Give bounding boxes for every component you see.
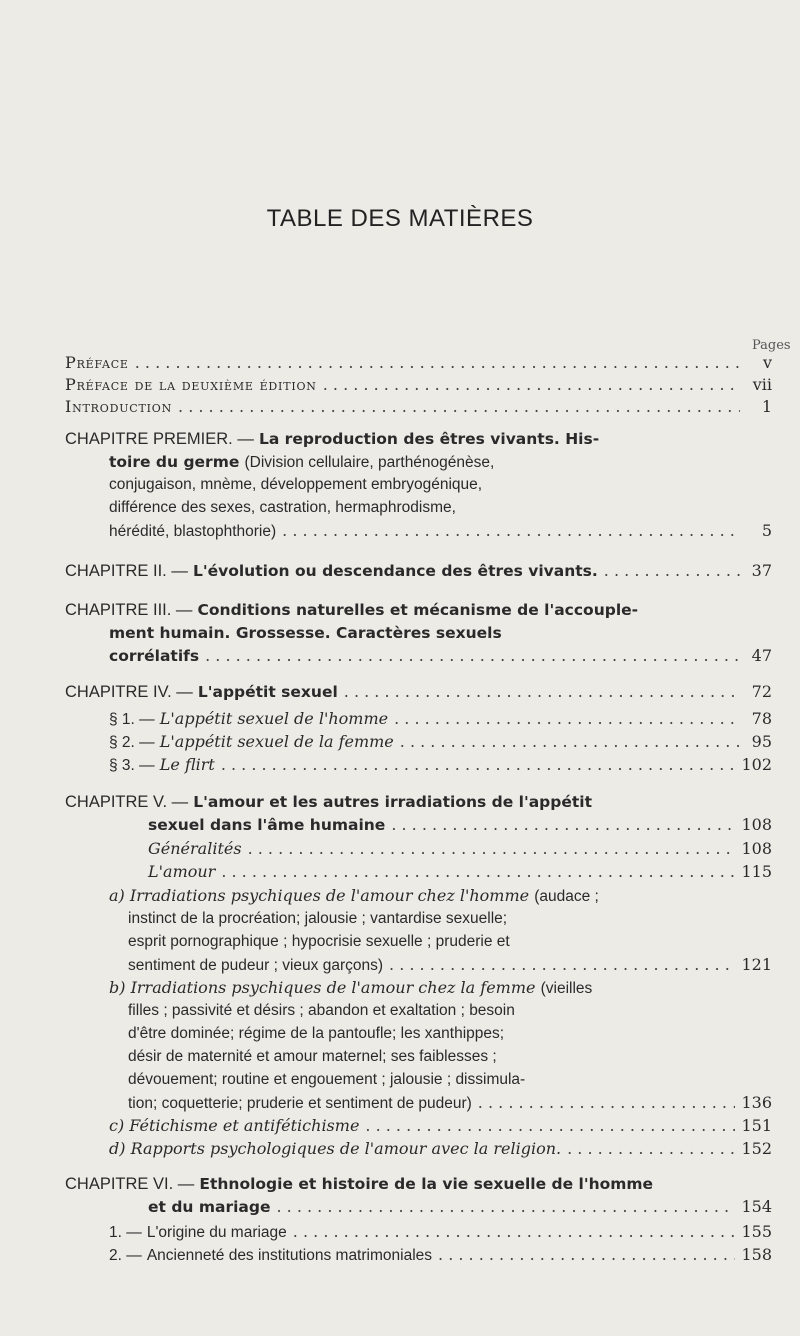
chapter-title: Conditions naturelles et mécanisme de l'accouple-	[197, 601, 639, 619]
entry-page: 151	[741, 1116, 772, 1135]
section-label: L'appétit sexuel de la femme	[159, 732, 394, 751]
entry-label: Introduction	[65, 397, 173, 416]
entry-page: 47	[751, 646, 772, 665]
leader-dots	[391, 812, 735, 838]
ch2-heading[interactable]: CHAPITRE II. — L'évolution ou descendance des êtres vivants. . . . 37	[65, 558, 772, 584]
chapter-title: L'évolution ou descendance des êtres vivants.	[192, 562, 598, 580]
entry-page: 95	[751, 732, 772, 751]
item-desc-line: filles ; passivité et désirs ; abandon et exaltation ; besoin	[128, 1002, 515, 1019]
section-label: L'origine du mariage	[146, 1224, 287, 1241]
ch3-heading[interactable]: CHAPITRE III. — Conditions naturelles et mécanisme de l'accouple-	[65, 597, 638, 623]
entry-page: 102	[741, 755, 772, 774]
ch1-last-line[interactable]: hérédité, blastophthorie) . . . 5	[109, 518, 772, 544]
entry-page: v	[762, 353, 772, 372]
item-desc-line: désir de maternité et amour maternel; ses faiblesses ;	[128, 1048, 497, 1065]
toc-entry-introduction[interactable]	[65, 394, 772, 420]
entry-page: 155	[741, 1222, 772, 1241]
toc-section[interactable]: § 1. — L'appétit sexuel de l'homme . . . 78	[109, 706, 772, 732]
chapter-title: L'amour et les autres irradiations de l'appétit	[193, 793, 592, 811]
ch1-desc-line: différence des sexes, castration, hermaphrodisme,	[109, 499, 456, 516]
entry-page: 37	[751, 561, 772, 580]
toc-item-a[interactable]: a) Irradiations psychiques de l'amour chez l'homme (audace ;	[109, 883, 599, 909]
chapter-title: L'appétit sexuel	[197, 683, 338, 701]
toc-item-c[interactable]: c) Fétichisme et antifétichisme . . . 151	[109, 1113, 772, 1139]
entry-page: 154	[741, 1197, 772, 1216]
entry-page: 108	[741, 839, 772, 858]
ch5-heading[interactable]: CHAPITRE V. — L'amour et les autres irradiations de l'appétit	[65, 789, 592, 815]
leader-dots	[567, 1136, 735, 1162]
entry-page: vii	[752, 375, 772, 394]
ch3-last-line[interactable]: corrélatifs . . . 47	[109, 643, 772, 669]
section-label: L'appétit sexuel de l'homme	[159, 709, 389, 728]
entry-label: Préface	[65, 353, 129, 372]
entry-page: 108	[741, 815, 772, 834]
ch1-title-cont: toire du germe (Division cellulaire, parthénogénèse,	[109, 449, 494, 475]
subsection-label: L'amour	[148, 862, 216, 881]
toc-subsection[interactable]	[148, 859, 772, 885]
toc-section[interactable]: § 3. — Le flirt . . . 102	[109, 752, 772, 778]
chapter-title: La reproduction des êtres vivants. His-	[258, 430, 600, 448]
leader-dots	[205, 643, 740, 669]
ch6-heading[interactable]: CHAPITRE VI. — Ethnologie et histoire de la vie sexuelle de l'homme	[65, 1171, 653, 1197]
toc-section[interactable]: § 2. — L'appétit sexuel de la femme . . . 95	[109, 729, 772, 755]
section-label: Ancienneté des institutions matrimoniales	[146, 1247, 433, 1264]
leader-dots	[282, 518, 740, 544]
leader-dots	[438, 1242, 735, 1268]
toc-item-d[interactable]: d) Rapports psychologiques de l'amour avec la religion. . . . 152	[109, 1136, 772, 1162]
item-desc-last[interactable]: sentiment de pudeur ; vieux garçons) . . . 121	[128, 952, 772, 978]
ch5-title-cont[interactable]: sexuel dans l'âme humaine . . . 108	[148, 812, 772, 838]
toc-section[interactable]: 1. — L'origine du mariage . . . 155	[109, 1219, 772, 1245]
entry-page: 121	[741, 955, 772, 974]
entry-page: 136	[741, 1093, 772, 1112]
item-desc-line: d'être dominée; régime de la pantoufle; les xanthippes;	[128, 1025, 505, 1042]
section-label: Le flirt	[159, 755, 215, 774]
leader-dots	[221, 859, 735, 885]
ch1-desc-line: conjugaison, mnème, développement embryogénique,	[109, 476, 483, 493]
entry-page: 158	[741, 1245, 772, 1264]
subsection-label: Généralités	[148, 839, 242, 858]
entry-page: 72	[751, 682, 772, 701]
pages-column-label: Pages	[752, 338, 791, 353]
item-title: Rapports psychologiques de l'amour avec la religion.	[130, 1139, 562, 1158]
entry-page: 5	[761, 521, 772, 540]
leader-dots	[604, 558, 740, 584]
chapter-number: CHAPITRE PREMIER. —	[65, 430, 254, 448]
entry-page: 152	[741, 1139, 772, 1158]
toc-item-b[interactable]: b) Irradiations psychiques de l'amour chez la femme (vieilles	[109, 975, 592, 1001]
item-title: Fétichisme et antifétichisme	[129, 1116, 360, 1135]
leader-dots	[276, 1194, 735, 1220]
page-title: TABLE DES MATIÈRES	[266, 205, 534, 232]
item-desc-line: instinct de la procréation; jalousie ; vantardise sexuelle;	[128, 910, 508, 927]
leader-dots	[178, 394, 740, 420]
item-desc-line: esprit pornographique ; hypocrisie sexuelle ; pruderie et	[128, 933, 510, 950]
entry-page: 78	[751, 709, 772, 728]
entry-label: Préface de la deuxième édition	[65, 375, 317, 394]
ch3-title-cont: ment humain. Grossesse. Caractères sexuels	[109, 624, 502, 642]
item-desc-last[interactable]: tion; coquetterie; pruderie et sentiment de pudeur) . . . 136	[128, 1090, 772, 1116]
chapter-desc: (Division cellulaire, parthénogénèse,	[244, 454, 495, 471]
leader-dots	[344, 679, 740, 705]
toc-section[interactable]: 2. — Ancienneté des institutions matrimoniales . . . 158	[109, 1242, 772, 1268]
ch6-title-cont[interactable]: et du mariage . . . 154	[148, 1194, 772, 1220]
item-title: Irradiations psychiques de l'amour chez l'homme	[129, 886, 530, 905]
leader-dots	[221, 752, 736, 778]
entry-page: 1	[761, 397, 772, 416]
item-desc-line: dévouement; routine et engouement ; jalousie ; dissimula-	[128, 1071, 526, 1088]
item-title: Irradiations psychiques de l'amour chez la femme	[130, 978, 536, 997]
chapter-title: Ethnologie et histoire de la vie sexuelle de l'homme	[199, 1175, 654, 1193]
entry-page: 115	[741, 862, 772, 881]
ch4-heading[interactable]: CHAPITRE IV. — L'appétit sexuel . . . 72	[65, 679, 772, 705]
